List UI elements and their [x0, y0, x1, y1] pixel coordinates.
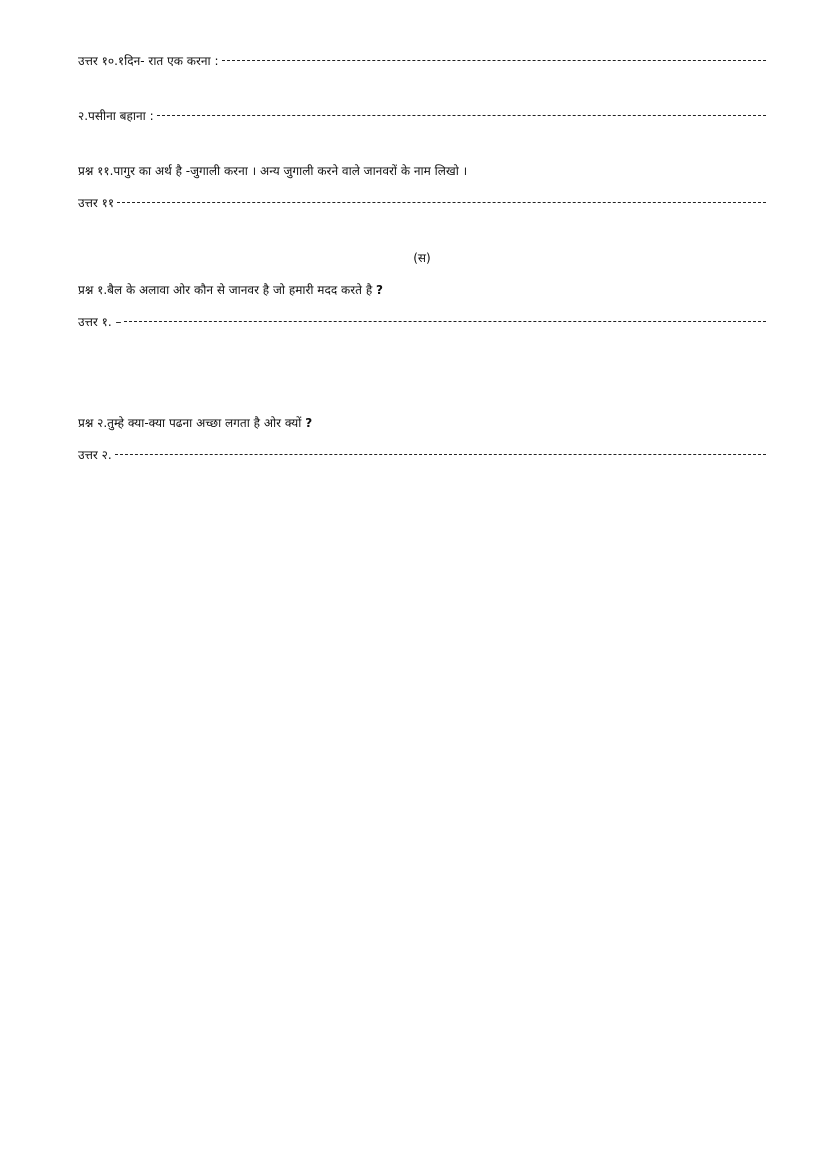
answer-1-blank[interactable]: [124, 321, 766, 322]
answer-1-line-2: [78, 334, 766, 357]
answer-11-blank[interactable]: [117, 202, 766, 203]
answer-10-1-line-2: [78, 73, 766, 96]
answer-11-line-2: [78, 215, 766, 238]
question-1-mark: ?: [376, 283, 383, 297]
answer-11-block: [78, 192, 766, 238]
answer-2-block: [78, 444, 766, 559]
question-1: [78, 279, 766, 302]
question-2: [78, 412, 766, 435]
answer-2-blank[interactable]: [115, 454, 766, 455]
section-heading: (स): [413, 251, 431, 265]
answer-10-2-block: [78, 105, 766, 151]
answer-10-2-line: [78, 105, 766, 128]
worksheet-page: [78, 50, 766, 559]
answer-1-line-3: [78, 357, 766, 380]
question-11: प्रश्न ११.पागुर का अर्थ है -जुगाली करना । अन्य जुगाली करने वाले जानवरों के नाम लिखो ।: [78, 164, 468, 178]
answer-11-line: [78, 192, 766, 215]
answer-10-1-label: उत्तर १०.१दिन- रात एक करना :: [78, 54, 219, 68]
answer-10-1-line: [78, 50, 766, 73]
answer-2-label: उत्तर २.: [78, 448, 112, 462]
answer-2-line-5: [78, 536, 766, 559]
answer-10-2-label: २.पसीना बहाना :: [78, 109, 154, 123]
answer-1-line-4: [78, 380, 766, 403]
answer-10-2-line-2: [78, 128, 766, 151]
answer-2-line-3: [78, 490, 766, 513]
answer-1-label: उत्तर १. –: [78, 315, 122, 329]
question-2-text: प्रश्न २.तुम्हे क्या-क्या पढना अच्छा लगता है ओर क्यों: [78, 416, 302, 430]
answer-10-2-blank[interactable]: [157, 115, 766, 116]
answer-10-1-blank[interactable]: [222, 60, 767, 61]
answer-1-line: [78, 311, 766, 334]
answer-11-label: उत्तर ११: [78, 196, 115, 210]
answer-2-line: [78, 444, 766, 467]
answer-10-1-block: [78, 50, 766, 96]
answer-2-line-4: [78, 513, 766, 536]
question-1-text: प्रश्न १.बैल के अलावा ओर कौन से जानवर है जो हमारी मदद करते है: [78, 283, 373, 297]
answer-2-line-2: [78, 467, 766, 490]
question-2-mark: ?: [305, 416, 313, 430]
answer-1-block: [78, 311, 766, 403]
